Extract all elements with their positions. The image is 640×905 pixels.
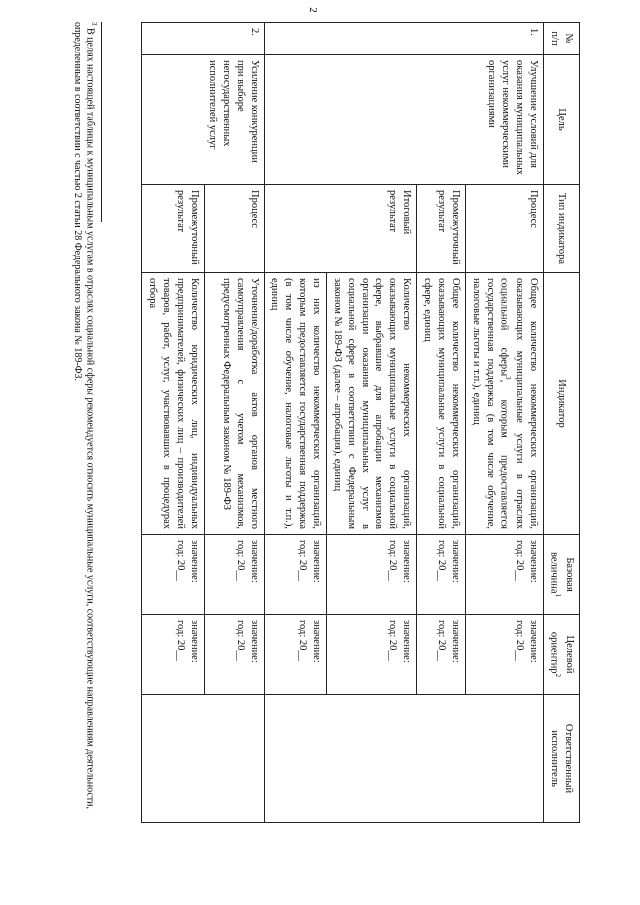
indicator-type: Промежуточный результат <box>417 185 466 273</box>
header-base: Базовая величина$^1$ <box>543 535 579 615</box>
indicator-text: Общее количество некоммерческих организаций, оказывающих муниципальные услуги в отраслях социальной сферы$^3$, которым предоставляется государственная поддержка (в том числе обучение, налоговые льготы и т.п.), единиц <box>465 273 543 535</box>
header-goal: Цель <box>543 55 579 185</box>
base-value: значение: год: 20__ <box>327 535 417 615</box>
rotated-sheet <box>50 12 580 892</box>
responsible-cell <box>142 695 264 823</box>
header-indicator: Индикатор <box>543 273 579 535</box>
row-number: 2. <box>142 23 264 55</box>
indicator-text: из них количество некоммерческих организаций, которым предоставляется государственная поддержка (в том числе обучение, налоговые льготы и т.п.), единиц <box>264 273 326 535</box>
indicator-type: Процесс <box>465 185 543 273</box>
base-value: значение: год: 20__ <box>204 535 264 615</box>
base-value: значение: год: 20__ <box>264 535 326 615</box>
goal-cell: Улучшение условий для оказания муниципальных услуг некоммерческими организациями <box>264 55 543 185</box>
indicator-type: Итоговый результат <box>264 185 417 273</box>
indicator-text: Количество юридических лиц, индивидуальных предпринимателей, физических лиц – производителей товаров, работ, услуг, участвовавших в процедурах отбора <box>142 273 204 535</box>
row-number: 1. <box>264 23 543 55</box>
responsible-cell <box>264 695 543 823</box>
indicator-type: Процесс <box>204 185 264 273</box>
header-num: № п/п <box>543 23 579 55</box>
target-value: значение: год: 20__ <box>204 615 264 695</box>
target-value: значение: год: 20__ <box>327 615 417 695</box>
indicator-text: Общее количество некоммерческих организаций, оказывающих муниципальные услуги в социальной сфере, единиц <box>417 273 466 535</box>
base-value: значение: год: 20__ <box>142 535 204 615</box>
target-value: значение: год: 20__ <box>142 615 204 695</box>
base-value: значение: год: 20__ <box>417 535 466 615</box>
header-type: Тип индикатора <box>543 185 579 273</box>
table-row <box>204 23 264 823</box>
footnote-divider <box>101 22 102 222</box>
base-value: значение: год: 20__ <box>465 535 543 615</box>
target-value: значение: год: 20__ <box>264 615 326 695</box>
indicator-table <box>141 22 580 823</box>
header-row <box>543 23 579 823</box>
page-number: 2 <box>306 7 319 13</box>
target-value: значение: год: 20__ <box>465 615 543 695</box>
table-row <box>465 23 543 823</box>
footnote: $^3$ В целях настоящей таблицы к муниципальным услугам в отраслях социальной сферы рекомендуется относить муниципальные услуги, соответствующие направлениям деятельности, определенным в соответствии с частью 2 статьи 28 Федерального закона № 189-ФЗ. <box>71 22 98 810</box>
indicator-type: Промежуточный результат <box>142 185 204 273</box>
header-responsible: Ответственный исполнитель <box>543 695 579 823</box>
indicator-text: Количество некоммерческих организаций, оказывающих муниципальные услуги в социальной сфере, выбравшие для апробации механизмов организации оказания муниципальных услуг в социальной сфере в соответствии с Федеральным законом № 189-ФЗ (далее – апробация), единиц <box>327 273 417 535</box>
goal-cell: Усиление конкуренции при выборе негосударственных исполнителей услуг <box>142 55 264 185</box>
indicator-text: Уточнение/доработка актов органов местного самоуправления с учетом механизмов, предусмотренных Федеральным законом № 189-ФЗ <box>204 273 264 535</box>
target-value: значение: год: 20__ <box>417 615 466 695</box>
header-target: Целевой ориентир$^2$ <box>543 615 579 695</box>
